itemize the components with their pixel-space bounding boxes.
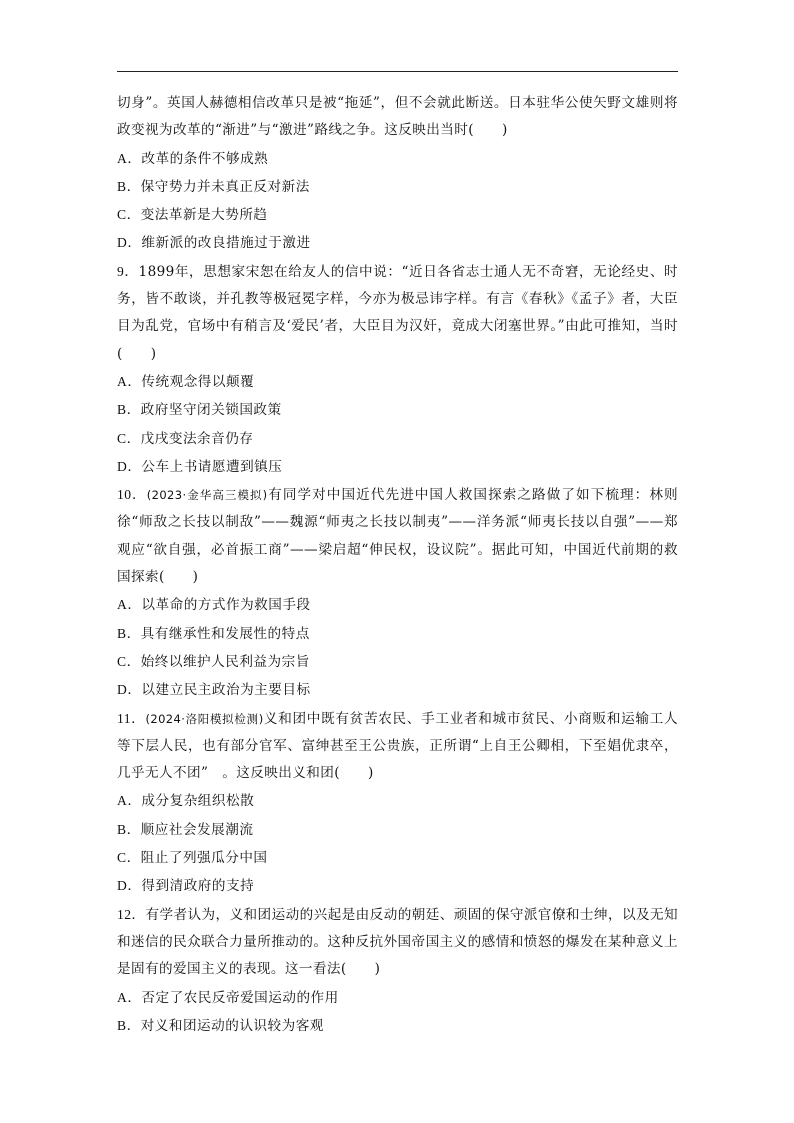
option-text: 变法革新是大势所趋 [140,207,268,224]
option-text: 公车上书请愿遭到镇压 [141,458,283,475]
question-8-option-a[interactable] [117,145,678,173]
option-letter: D． [117,682,142,698]
option-text: 保守势力并未真正反对新法 [140,178,310,195]
option-letter: D． [117,235,142,251]
option-text: 政府坚守闭关锁国政策 [140,402,282,419]
question-11-option-d[interactable] [117,872,678,900]
question-12-option-b[interactable] [117,1012,678,1040]
option-text: 具有继承性和发展性的特点 [140,625,310,642]
option-text: 成分复杂组织松散 [141,793,255,810]
option-text: 改革的条件不够成熟 [141,150,269,167]
question-9-option-d[interactable] [117,453,678,481]
option-letter: B． [117,1017,141,1033]
page-content [117,90,678,1040]
option-text: 传统观念得以颠覆 [141,373,255,390]
question-8-continuation: 切身”。英国人赫德相信改革只是被“拖延”，但不会就此断送。日本驻华公使矢野文雄则将政变视为改革的“渐进”与“激进”路线之争。这反映出当时( ) [117,95,678,139]
option-text: 始终以维护人民利益为宗旨 [140,653,310,670]
question-number: 11． [117,710,146,726]
option-text: 顺应社会发展潮流 [140,821,254,838]
option-text: 戊戌变法余音仍存 [140,430,254,447]
option-text: 维新派的改良措施过于激进 [141,235,311,252]
question-10-option-a[interactable] [117,591,678,619]
option-letter: D． [117,878,142,894]
question-text: 有学者认为，义和团运动的兴起是由反动的朝廷、顽固的保守派官僚和士绅，以及无知和迷信的民众联合力量所推动的。这种反抗外国帝国主义的感情和愤怒的爆发在某种意义上是固有的爱国主义的表现。这一看法( ) [117,906,678,978]
option-letter: C． [117,430,141,446]
question-10-stem [117,481,678,591]
question-text: 1899年，思想家宋恕在给友人的信中说：“近日各省志士通人无不奇窘，无论经史、时务，皆不敢谈，并孔教等极冠冕字样，今亦为极忌讳字样。有言《春秋》《孟子》者，大臣目为乱党，官场中有稍言及‘爱民’者，大臣目为汉奸，竟成大闭塞世界。”由此可推知，当时( ) [117,263,678,362]
question-9-option-c[interactable] [117,425,678,453]
option-text: 以建立民主政治为主要目标 [141,682,311,699]
option-letter: B． [117,821,141,837]
question-10-option-d[interactable] [117,676,678,704]
question-9-option-b[interactable] [117,396,678,424]
question-8-option-b[interactable] [117,173,678,201]
option-text: 阻止了列强瓜分中国 [140,850,268,867]
option-letter: C． [117,653,141,669]
question-number: 9． [117,263,139,279]
option-letter: A． [117,150,142,166]
question-11-option-a[interactable] [117,787,678,815]
question-10-option-b[interactable] [117,620,678,648]
question-8-option-d[interactable] [117,229,678,257]
option-letter: C． [117,850,141,866]
option-letter: C． [117,207,141,223]
option-letter: B． [117,402,141,418]
question-11-option-c[interactable] [117,844,678,872]
option-letter: A． [117,793,142,809]
question-source: (2024·洛阳模拟检测) [145,711,264,726]
question-text: 有同学对中国近代先进中国人救国探索之路做了如下梳理：林则徐“师敌之长技以制敌”——魏源“师夷之长技以制夷”——洋务派“师夷长技以自强”——郑观应“欲自强，必首振工商”——梁启超“伸民权，设议院”。据此可知，中国近代前期的救国探索( ) [117,487,678,586]
option-letter: B． [117,178,141,194]
question-11-stem [117,705,678,788]
option-text: 以革命的方式作为救国手段 [141,597,311,614]
option-text: 得到清政府的支持 [141,878,255,895]
question-8-option-c[interactable] [117,201,678,229]
question-10-option-c[interactable] [117,648,678,676]
question-9-stem [117,258,678,368]
option-letter: A． [117,597,142,613]
question-12-option-a[interactable] [117,984,678,1012]
option-letter: A． [117,373,142,389]
option-text: 否定了农民反帝爱国运动的作用 [141,989,339,1006]
question-text: 义和团中既有贫苦农民、手工业者和城市贫民、小商贩和运输工人等下层人民，也有部分官军、富绅甚至王公贵族，正所谓“上自王公卿相，下至娼优隶卒，几乎无人不团” 。这反映出义和团( ) [117,710,678,782]
option-letter: D． [117,458,142,474]
option-letter: B． [117,625,141,641]
question-source: (2023·金华高三模拟) [146,488,268,503]
question-number: 10． [117,487,147,503]
question-12-stem [117,901,678,984]
question-9-option-a[interactable] [117,368,678,396]
option-text: 对义和团运动的认识较为客观 [140,1017,324,1034]
option-letter: A． [117,989,142,1005]
question-number: 12． [117,906,146,922]
question-11-option-b[interactable] [117,816,678,844]
header-rule [117,71,678,72]
